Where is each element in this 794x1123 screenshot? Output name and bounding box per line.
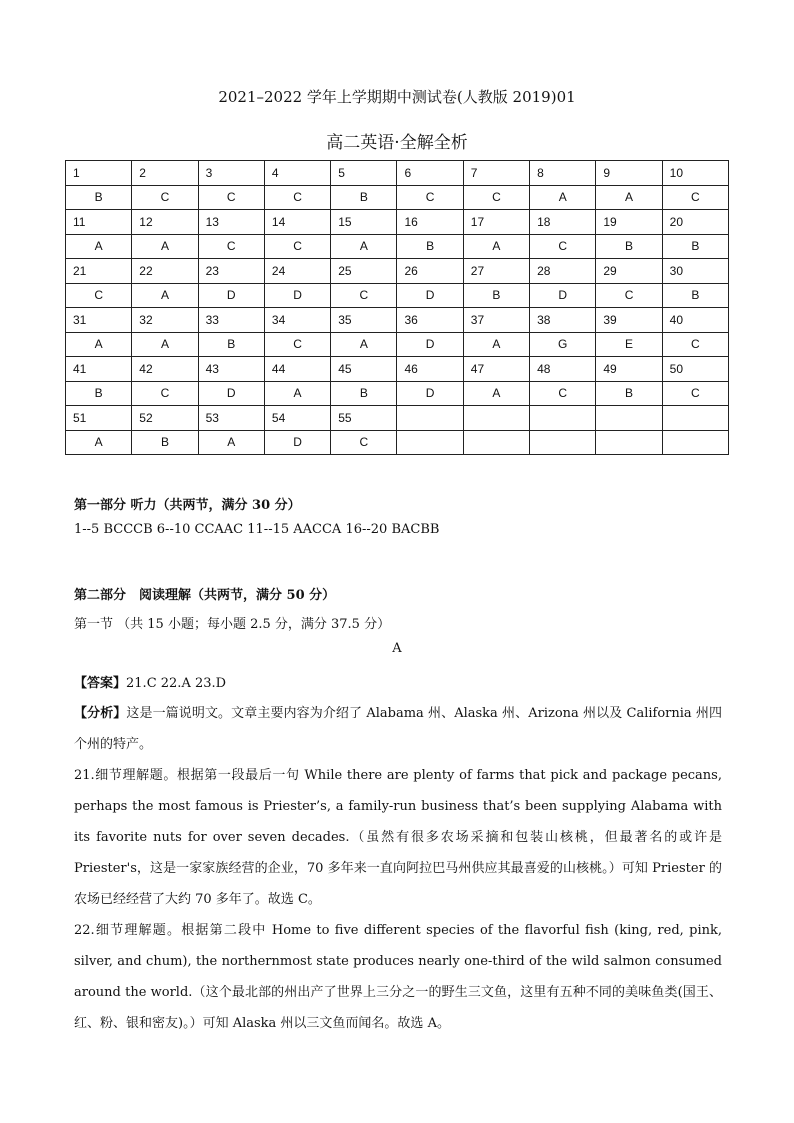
analysis-tag: 【分析】 [74,706,127,721]
part1-answers: 1--5 BCCCB 6--10 CCAAC 11--15 AACCA 16--20 BACBB [74,522,440,537]
answer-cell: C [530,381,596,406]
answer-cell: A [463,381,529,406]
answer-cell: C [397,185,463,210]
question-number-row [66,161,729,186]
question-number-cell: 16 [397,210,463,235]
answer-cell: C [198,185,264,210]
question-number-row [66,210,729,235]
question-number-cell: 50 [662,357,728,382]
answer-cell: A [331,332,397,357]
part1-heading: 第一部分 听力（共两节，满分 30 分） [74,498,301,513]
question-number-cell: 43 [198,357,264,382]
answer-cell: A [198,430,264,455]
question-number-cell: 46 [397,357,463,382]
answer-cell: D [198,381,264,406]
answer-cell: A [66,234,132,259]
question-number-cell: 28 [530,259,596,284]
question-number-cell [662,406,728,431]
question-number-cell: 37 [463,308,529,333]
passage-label: A [392,641,402,656]
question-number-row [66,259,729,284]
answer-cell: A [463,234,529,259]
question-number-cell: 45 [331,357,397,382]
question-number-cell: 22 [132,259,198,284]
answer-cell: D [530,283,596,308]
answer-cell [596,430,662,455]
question-number-cell: 3 [198,161,264,186]
answer-cell: B [331,185,397,210]
part2-heading: 第二部分 阅读理解（共两节，满分 50 分） [74,588,336,603]
answer-cell: A [596,185,662,210]
answer-cell: C [530,234,596,259]
question-number-cell: 10 [662,161,728,186]
question-number-cell [463,406,529,431]
answer-cell: C [264,234,330,259]
question-number-cell: 18 [530,210,596,235]
question-number-cell: 21 [66,259,132,284]
answer-cell: A [66,332,132,357]
answer-cell: B [66,185,132,210]
question-number-cell: 30 [662,259,728,284]
answer-cell [463,430,529,455]
answer-cell: B [397,234,463,259]
question-number-cell: 38 [530,308,596,333]
question-number-cell: 31 [66,308,132,333]
question-number-cell: 29 [596,259,662,284]
answer-row [66,381,729,406]
answer-cell [662,430,728,455]
answer-cell: B [198,332,264,357]
question-number-cell: 52 [132,406,198,431]
answer-row [66,283,729,308]
document-subtitle: 高二英语·全解全析 [326,133,468,153]
answer-table [65,160,729,455]
answer-cell: C [264,332,330,357]
answer-cell: A [331,234,397,259]
answer-cell: A [264,381,330,406]
question-number-cell: 15 [331,210,397,235]
question-number-cell: 40 [662,308,728,333]
answer-cell [397,430,463,455]
question-number-cell: 11 [66,210,132,235]
question-number-cell: 8 [530,161,596,186]
question-number-cell: 47 [463,357,529,382]
answer-cell: C [331,430,397,455]
question-number-cell: 1 [66,161,132,186]
analysis-paragraph [74,698,722,760]
question-number-cell: 26 [397,259,463,284]
answer-cell: D [397,332,463,357]
answer-cell: C [662,185,728,210]
question-number-cell: 24 [264,259,330,284]
question-number-cell: 33 [198,308,264,333]
answer-cell: D [397,283,463,308]
question-number-cell: 27 [463,259,529,284]
question-number-cell: 32 [132,308,198,333]
answer-cell: C [132,185,198,210]
question-number-cell: 19 [596,210,662,235]
question-number-cell: 44 [264,357,330,382]
answer-cell: D [397,381,463,406]
question-number-row [66,406,729,431]
answer-cell: C [66,283,132,308]
question-21-explanation: 21.细节理解题。根据第一段最后一句 While there are plenty of farms that pick and package pecans, perhaps the most famous is Priester’s, a family-run business that’s been supplying Alabama with its favorite nuts for over seven decades.（虽然有很多农场采摘和包装山核桃，但最著名的或许是 Priester's，这是一家家族经营的企业，70 多年来一直向阿拉巴马州供应其最喜爱的山核桃。）可知 Priester 的农场已经经营了大约 70 多年了。故选 C。 [74,768,722,907]
answer-cell: C [662,332,728,357]
part2-section1: 第一节 （共 15 小题；每小题 2.5 分，满分 37.5 分） [74,617,391,632]
answer-cell: B [132,430,198,455]
question-number-cell: 51 [66,406,132,431]
answer-row [66,430,729,455]
answer-cell: C [463,185,529,210]
question-number-cell: 4 [264,161,330,186]
question-number-cell: 25 [331,259,397,284]
answer-cell: G [530,332,596,357]
answer-cell: B [66,381,132,406]
question-number-cell: 36 [397,308,463,333]
question-number-cell: 12 [132,210,198,235]
question-number-cell [530,406,596,431]
answer-line [74,672,226,691]
answer-cell: C [596,283,662,308]
answer-row [66,234,729,259]
question-number-cell: 54 [264,406,330,431]
answer-cell: C [132,381,198,406]
answer-tag: 【答案】 [74,676,127,691]
question-number-cell: 7 [463,161,529,186]
answer-cell: B [331,381,397,406]
answer-cell: A [132,332,198,357]
question-number-cell: 20 [662,210,728,235]
question-number-cell [596,406,662,431]
question-number-cell: 49 [596,357,662,382]
answer-cell: C [331,283,397,308]
question-number-cell: 5 [331,161,397,186]
question-22-explanation: 22.细节理解题。根据第二段中 Home to five different species of the flavorful fish (king, red, pink, silver, and chum), the northernmost state produces nearly one-third of the wild salmon consumed around the world.（这个最北部的州出产了世界上三分之一的野生三文鱼，这里有五种不同的美味鱼类(国王、红、粉、银和密友)。）可知 Alaska 州以三文鱼而闻名。故选 A。 [74,923,722,1031]
question-number-cell: 35 [331,308,397,333]
question-number-row [66,308,729,333]
answer-cell: A [132,234,198,259]
answer-cell: B [662,283,728,308]
question-number-cell: 39 [596,308,662,333]
question-number-cell: 42 [132,357,198,382]
answer-cell: B [463,283,529,308]
answer-cell: B [596,234,662,259]
question-number-cell: 41 [66,357,132,382]
answer-cell: D [264,283,330,308]
question-number-cell: 9 [596,161,662,186]
answer-cell: E [596,332,662,357]
answer-cell: A [132,283,198,308]
question-number-cell: 17 [463,210,529,235]
question-number-cell: 34 [264,308,330,333]
answer-cell [530,430,596,455]
question-number-cell: 23 [198,259,264,284]
question-number-cell: 2 [132,161,198,186]
document-title: 2021–2022 学年上学期期中测试卷(人教版 2019)01 [218,88,576,106]
answer-cell: A [463,332,529,357]
question-number-cell: 55 [331,406,397,431]
question-number-cell: 6 [397,161,463,186]
analysis-text: 这是一篇说明文。文章主要内容为介绍了 Alabama 州、Alaska 州、Arizona 州以及 California 州四个州的特产。 [74,706,722,752]
question-number-cell [397,406,463,431]
answer-cell: C [264,185,330,210]
question-number-cell: 48 [530,357,596,382]
answer-cell: A [530,185,596,210]
answer-row [66,332,729,357]
answer-cell: B [662,234,728,259]
answer-cell: C [198,234,264,259]
answer-cell: B [596,381,662,406]
question-number-cell: 13 [198,210,264,235]
question-number-cell: 53 [198,406,264,431]
answer-cell: A [66,430,132,455]
answer-text: 21.C 22.A 23.D [126,676,227,691]
answer-cell: C [662,381,728,406]
answer-cell: D [198,283,264,308]
question-number-row [66,357,729,382]
answer-cell: D [264,430,330,455]
question-number-cell: 14 [264,210,330,235]
answer-row [66,185,729,210]
